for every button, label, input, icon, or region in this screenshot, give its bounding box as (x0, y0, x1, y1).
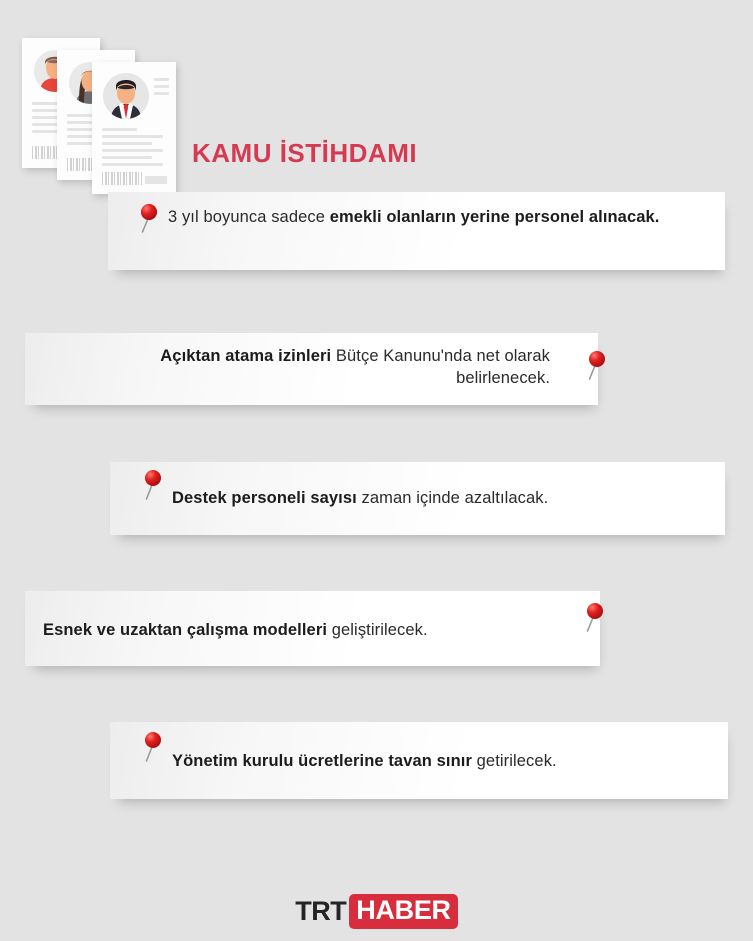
list-item-text-normal: getirilecek. (476, 752, 557, 770)
list-item-text-normal: 3 yıl boyunca sadece (168, 208, 330, 226)
list-item-text (43, 619, 563, 641)
list-item-text-bold: Destek personeli sayısı (172, 489, 362, 507)
page-title: KAMU İSTİHDAMI (192, 138, 418, 168)
list-item-text-bold: Yönetim kurulu ücretlerine tavan sınır (172, 752, 477, 770)
list-item-text-normal: Bütçe Kanunu'nda net olarak belirlenecek. (335, 347, 550, 388)
list-item-text (172, 487, 712, 509)
cv-card-stack (22, 38, 192, 188)
cv-card-front (92, 62, 176, 194)
list-item-text-bold: Açıktan atama izinleri (160, 347, 336, 365)
list-item-text-normal: zaman içinde azaltılacak. (361, 489, 549, 507)
logo-trt-text: TRT (295, 896, 347, 926)
red-pushpin-icon (584, 349, 610, 383)
trt-haber-logo (0, 894, 753, 929)
list-item-text (172, 750, 717, 772)
cv-header-lines (154, 78, 170, 99)
list-item (25, 333, 598, 405)
cv-chip (145, 176, 167, 184)
logo-haber-text: HABER (349, 894, 458, 929)
man-suit-red-tie-avatar (103, 73, 149, 119)
cv-barcode (102, 172, 142, 185)
list-item (25, 591, 600, 666)
red-pushpin-icon (582, 601, 608, 635)
list-item (110, 722, 728, 799)
list-item-text (168, 206, 708, 228)
list-item-text-normal: geliştirilecek. (331, 621, 428, 639)
red-pushpin-icon (140, 468, 166, 502)
list-item-text (80, 345, 550, 390)
red-pushpin-icon (136, 202, 162, 236)
cv-text-lines (102, 128, 166, 170)
list-item (110, 462, 725, 535)
list-item-text-bold: Esnek ve uzaktan çalışma modelleri (43, 621, 332, 639)
red-pushpin-icon (140, 730, 166, 764)
list-item-text-bold: emekli olanların yerine personel alınacak. (329, 208, 660, 226)
list-item (108, 192, 725, 270)
